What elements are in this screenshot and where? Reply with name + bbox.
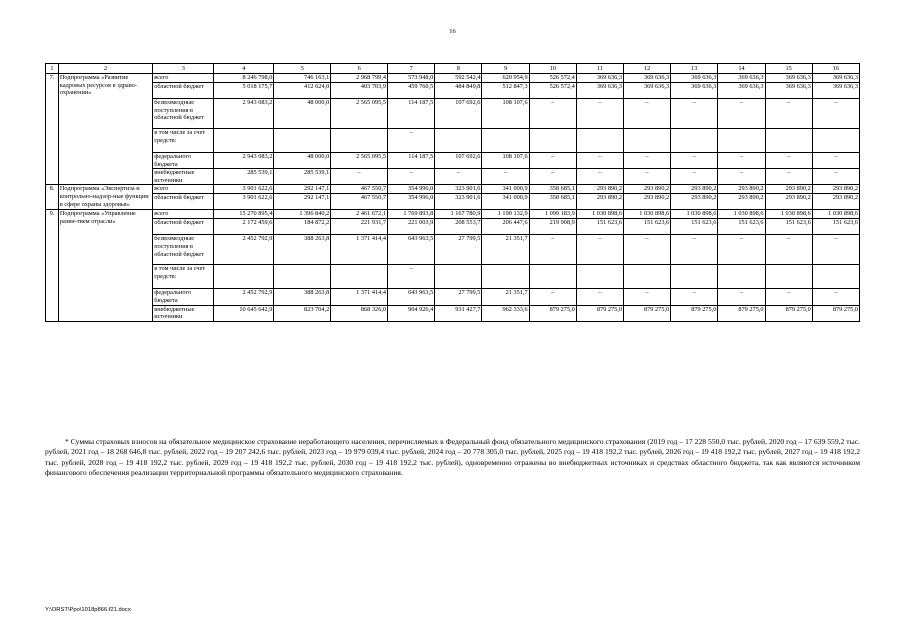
value-cell: 108 107,6: [482, 99, 529, 129]
value-cell: [765, 265, 812, 289]
value-cell: 459 760,5: [388, 83, 435, 99]
value-cell: –: [529, 235, 576, 265]
value-cell: 151 623,6: [765, 219, 812, 235]
value-cell: 292 147,1: [274, 185, 331, 194]
value-cell: 114 187,5: [388, 99, 435, 129]
value-cell: 293 890,2: [765, 194, 812, 210]
subprogram-name: Подпрограмма «Экспертиза и контрольно-надзор-ные функции в сфере охраны здоровья»: [58, 185, 152, 210]
value-cell: –: [765, 153, 812, 169]
header-cell: 5: [274, 64, 331, 74]
value-cell: –: [718, 153, 765, 169]
value-cell: 27 799,5: [435, 235, 482, 265]
value-cell: –: [331, 169, 388, 185]
value-cell: 467 550,7: [331, 194, 388, 210]
table-row: [46, 185, 860, 194]
value-cell: 5 018 175,7: [214, 83, 274, 99]
value-cell: 293 890,2: [718, 185, 765, 194]
value-cell: 3 901 622,6: [214, 194, 274, 210]
value-cell: 369 636,3: [812, 83, 859, 99]
row-number: 8.: [46, 185, 59, 210]
value-cell: –: [529, 153, 576, 169]
value-cell: 369 636,3: [812, 74, 859, 83]
value-cell: 1 030 898,6: [671, 210, 718, 219]
value-cell: 746 163,1: [274, 74, 331, 83]
table-row: [46, 153, 860, 169]
value-cell: –: [576, 289, 623, 305]
value-cell: –: [812, 235, 859, 265]
funding-source-label: всего: [153, 185, 214, 194]
value-cell: 221 003,9: [388, 219, 435, 235]
value-cell: 904 926,4: [388, 305, 435, 321]
value-cell: 643 963,5: [388, 235, 435, 265]
value-cell: [765, 129, 812, 153]
value-cell: 1 030 898,6: [624, 210, 671, 219]
value-cell: –: [765, 289, 812, 305]
value-cell: 293 890,2: [671, 194, 718, 210]
value-cell: –: [671, 235, 718, 265]
value-cell: 369 636,3: [624, 83, 671, 99]
header-cell: 2: [58, 64, 152, 74]
value-cell: 293 890,2: [765, 185, 812, 194]
value-cell: 403 703,9: [331, 83, 388, 99]
funding-source-label: безвозмездные поступления в областной бюджет: [153, 99, 214, 129]
value-cell: 27 799,5: [435, 289, 482, 305]
value-cell: –: [765, 235, 812, 265]
value-cell: 369 636,3: [765, 83, 812, 99]
value-cell: 108 107,6: [482, 153, 529, 169]
value-cell: 879 275,0: [718, 305, 765, 321]
funding-source-label: областной бюджет: [153, 219, 214, 235]
subprogram-name: Подпрограмма «Управление разви-тием отрасли»: [58, 210, 152, 321]
value-cell: 2 565 095,5: [331, 99, 388, 129]
table-row: [46, 169, 860, 185]
value-cell: –: [765, 169, 812, 185]
value-cell: 2 452 792,9: [214, 289, 274, 305]
value-cell: 823 704,2: [274, 305, 331, 321]
value-cell: 1 030 898,6: [576, 210, 623, 219]
value-cell: 293 890,2: [624, 194, 671, 210]
header-cell: 6: [331, 64, 388, 74]
value-cell: 1 371 414,4: [331, 289, 388, 305]
value-cell: [274, 129, 331, 153]
funding-source-label: всего: [153, 74, 214, 83]
value-cell: –: [718, 289, 765, 305]
value-cell: [624, 129, 671, 153]
value-cell: [671, 265, 718, 289]
value-cell: 151 623,6: [576, 219, 623, 235]
value-cell: –: [812, 99, 859, 129]
table-row: [46, 265, 860, 289]
value-cell: 285 539,1: [274, 169, 331, 185]
header-cell: 3: [153, 64, 214, 74]
value-cell: 293 890,2: [671, 185, 718, 194]
value-cell: [529, 265, 576, 289]
value-cell: [718, 129, 765, 153]
table-row: [46, 219, 860, 235]
value-cell: 2 461 672,1: [331, 210, 388, 219]
value-cell: 292 147,1: [274, 194, 331, 210]
value-cell: 879 275,0: [812, 305, 859, 321]
subprogram-name: Подпрограмма «Развитие кадровых ресурсов в здраво-охранении»: [58, 74, 152, 185]
value-cell: –: [529, 169, 576, 185]
value-cell: 592 542,4: [435, 74, 482, 83]
value-cell: –: [624, 235, 671, 265]
value-cell: 221 931,7: [331, 219, 388, 235]
value-cell: 107 692,6: [435, 99, 482, 129]
value-cell: 526 572,4: [529, 83, 576, 99]
value-cell: –: [624, 99, 671, 129]
funding-source-label: федерального бюджета: [153, 289, 214, 305]
value-cell: 388 263,8: [274, 235, 331, 265]
value-cell: 293 890,2: [812, 194, 859, 210]
value-cell: –: [765, 99, 812, 129]
table-row: [46, 210, 860, 219]
value-cell: –: [576, 99, 623, 129]
value-cell: 1 030 898,6: [718, 210, 765, 219]
value-cell: 341 000,9: [482, 185, 529, 194]
value-cell: 358 685,1: [529, 194, 576, 210]
funding-source-label: в том числе за счет средств:: [153, 265, 214, 289]
value-cell: 151 623,6: [718, 219, 765, 235]
value-cell: –: [671, 169, 718, 185]
value-cell: 2 943 083,2: [214, 99, 274, 129]
value-cell: 323 901,6: [435, 194, 482, 210]
value-cell: [812, 129, 859, 153]
value-cell: [718, 265, 765, 289]
file-path: Y:\ORST\Ppo\1018p866.f21.docx: [45, 607, 131, 613]
value-cell: 184 872,2: [274, 219, 331, 235]
value-cell: 868 326,0: [331, 305, 388, 321]
value-cell: [435, 129, 482, 153]
header-cell: 7: [388, 64, 435, 74]
value-cell: 151 623,6: [812, 219, 859, 235]
value-cell: 48 000,0: [274, 99, 331, 129]
value-cell: [435, 265, 482, 289]
value-cell: 151 623,6: [671, 219, 718, 235]
row-number: 9.: [46, 210, 59, 321]
value-cell: 526 572,4: [529, 74, 576, 83]
value-cell: 293 890,2: [576, 194, 623, 210]
value-cell: 1 099 183,9: [529, 210, 576, 219]
value-cell: 879 275,0: [624, 305, 671, 321]
table-row: [46, 83, 860, 99]
value-cell: [624, 265, 671, 289]
value-cell: 369 636,3: [765, 74, 812, 83]
value-cell: –: [624, 169, 671, 185]
value-cell: 369 636,3: [576, 74, 623, 83]
value-cell: –: [388, 129, 435, 153]
value-cell: 573 948,0: [388, 74, 435, 83]
value-cell: 412 624,0: [274, 83, 331, 99]
value-cell: 1 396 840,2: [274, 210, 331, 219]
value-cell: –: [435, 169, 482, 185]
funding-source-label: федерального бюджета: [153, 153, 214, 169]
header-cell: 15: [765, 64, 812, 74]
value-cell: 2 943 083,2: [214, 153, 274, 169]
value-cell: –: [718, 99, 765, 129]
value-cell: –: [718, 235, 765, 265]
value-cell: –: [576, 235, 623, 265]
funding-source-label: внебюджетные источники: [153, 169, 214, 185]
value-cell: [576, 129, 623, 153]
value-cell: 1 030 898,6: [812, 210, 859, 219]
page-number: 16: [449, 28, 456, 35]
value-cell: –: [576, 153, 623, 169]
value-cell: –: [576, 169, 623, 185]
value-cell: –: [671, 289, 718, 305]
funding-source-label: областной бюджет: [153, 83, 214, 99]
budget-table: [45, 63, 860, 322]
value-cell: 323 901,6: [435, 185, 482, 194]
value-cell: [671, 129, 718, 153]
header-cell: 4: [214, 64, 274, 74]
value-cell: 293 890,2: [576, 185, 623, 194]
header-cell: 16: [812, 64, 859, 74]
value-cell: 484 849,8: [435, 83, 482, 99]
value-cell: –: [529, 99, 576, 129]
row-number: 7.: [46, 74, 59, 185]
table-header-row: [46, 64, 860, 74]
value-cell: 293 890,2: [718, 194, 765, 210]
value-cell: [274, 265, 331, 289]
table-row: [46, 99, 860, 129]
funding-source-label: внебюджетные источники: [153, 305, 214, 321]
value-cell: 151 623,6: [624, 219, 671, 235]
value-cell: 21 351,7: [482, 289, 529, 305]
funding-source-label: безвозмездные поступления в областной бюджет: [153, 235, 214, 265]
table-row: [46, 194, 860, 210]
value-cell: [482, 265, 529, 289]
table-row: [46, 74, 860, 83]
value-cell: 1 769 893,8: [388, 210, 435, 219]
value-cell: –: [482, 169, 529, 185]
value-cell: 1 167 780,9: [435, 210, 482, 219]
value-cell: 962 333,6: [482, 305, 529, 321]
funding-source-label: всего: [153, 210, 214, 219]
value-cell: –: [671, 99, 718, 129]
value-cell: [812, 265, 859, 289]
value-cell: 354 996,0: [388, 194, 435, 210]
value-cell: –: [388, 169, 435, 185]
value-cell: 3 901 622,6: [214, 185, 274, 194]
value-cell: [214, 265, 274, 289]
value-cell: 341 000,9: [482, 194, 529, 210]
header-cell: 9: [482, 64, 529, 74]
value-cell: 1 030 898,6: [765, 210, 812, 219]
value-cell: 219 908,9: [529, 219, 576, 235]
value-cell: 879 275,0: [671, 305, 718, 321]
value-cell: 285 539,1: [214, 169, 274, 185]
funding-source-label: в том числе за счет средств:: [153, 129, 214, 153]
value-cell: 620 954,9: [482, 74, 529, 83]
value-cell: –: [388, 265, 435, 289]
value-cell: 879 275,0: [765, 305, 812, 321]
value-cell: 293 890,2: [624, 185, 671, 194]
value-cell: –: [812, 169, 859, 185]
value-cell: 2 968 799,4: [331, 74, 388, 83]
header-cell: 13: [671, 64, 718, 74]
value-cell: 369 636,3: [671, 74, 718, 83]
value-cell: [331, 265, 388, 289]
value-cell: 8 246 798,0: [214, 74, 274, 83]
value-cell: 2 172 459,6: [214, 219, 274, 235]
header-cell: 11: [576, 64, 623, 74]
value-cell: 512 847,3: [482, 83, 529, 99]
value-cell: 21 351,7: [482, 235, 529, 265]
value-cell: 467 550,7: [331, 185, 388, 194]
value-cell: –: [624, 289, 671, 305]
header-cell: 1: [46, 64, 59, 74]
value-cell: 114 187,5: [388, 153, 435, 169]
value-cell: –: [812, 289, 859, 305]
value-cell: –: [671, 153, 718, 169]
funding-source-label: областной бюджет: [153, 194, 214, 210]
table-row: [46, 305, 860, 321]
value-cell: 879 275,0: [529, 305, 576, 321]
header-cell: 8: [435, 64, 482, 74]
value-cell: 2 565 095,5: [331, 153, 388, 169]
value-cell: –: [624, 153, 671, 169]
header-cell: 12: [624, 64, 671, 74]
value-cell: [331, 129, 388, 153]
value-cell: 10 645 642,9: [214, 305, 274, 321]
value-cell: 369 636,3: [718, 83, 765, 99]
table-row: [46, 129, 860, 153]
value-cell: –: [529, 289, 576, 305]
value-cell: 206 447,6: [482, 219, 529, 235]
value-cell: 643 963,5: [388, 289, 435, 305]
value-cell: 2 452 792,9: [214, 235, 274, 265]
value-cell: 879 275,0: [576, 305, 623, 321]
header-cell: 14: [718, 64, 765, 74]
value-cell: 358 685,1: [529, 185, 576, 194]
value-cell: 15 270 895,4: [214, 210, 274, 219]
value-cell: [482, 129, 529, 153]
value-cell: 369 636,3: [624, 74, 671, 83]
table-body: [46, 74, 860, 322]
value-cell: 931 427,7: [435, 305, 482, 321]
value-cell: 48 000,0: [274, 153, 331, 169]
value-cell: 1 371 414,4: [331, 235, 388, 265]
value-cell: 369 636,3: [576, 83, 623, 99]
value-cell: [576, 265, 623, 289]
header-cell: 10: [529, 64, 576, 74]
value-cell: 293 890,2: [812, 185, 859, 194]
value-cell: 354 996,0: [388, 185, 435, 194]
value-cell: –: [812, 153, 859, 169]
value-cell: 208 553,7: [435, 219, 482, 235]
table-row: [46, 289, 860, 305]
value-cell: 1 190 132,9: [482, 210, 529, 219]
value-cell: 107 692,6: [435, 153, 482, 169]
value-cell: 388 263,8: [274, 289, 331, 305]
footnote: * Суммы страховых взносов на обязательное медицинское страхование неработающего населения, перечисляемых в Федеральный фонд обязательного медицинского страхования (2019 год – 17 228 550,0 тыс. рублей, 2020 год – 17 639 559,2 тыс. рублей, 2021 год – 18 268 646,8 тыс. рублей, 2022 год – 19 207 242,6 тыс. рублей, 2023 год – 19 979 039,4 тыс. рублей, 2024 год – 20 778 305,0 тыс. рублей, 2025 год – 19 418 192,2 тыс. рублей, 2026 год – 19 418 192,2 тыс. рублей, 2027 год – 19 418 192,2 тыс. рублей, 2028 год – 19 418 192,2 тыс. рублей, 2029 год – 19 418 192,2 тыс. рублей, 2030 год – 19 418 192,2 тыс. рублей), одновременно отражены во внебюджетных источниках и средствах областного бюджета, так как являются источником финансового обеспечения реализации территориальной программы обязательного медицинского страхования.: [45, 437, 860, 477]
table-row: [46, 235, 860, 265]
value-cell: 369 636,3: [671, 83, 718, 99]
value-cell: –: [718, 169, 765, 185]
value-cell: [529, 129, 576, 153]
value-cell: [214, 129, 274, 153]
value-cell: 369 636,3: [718, 74, 765, 83]
